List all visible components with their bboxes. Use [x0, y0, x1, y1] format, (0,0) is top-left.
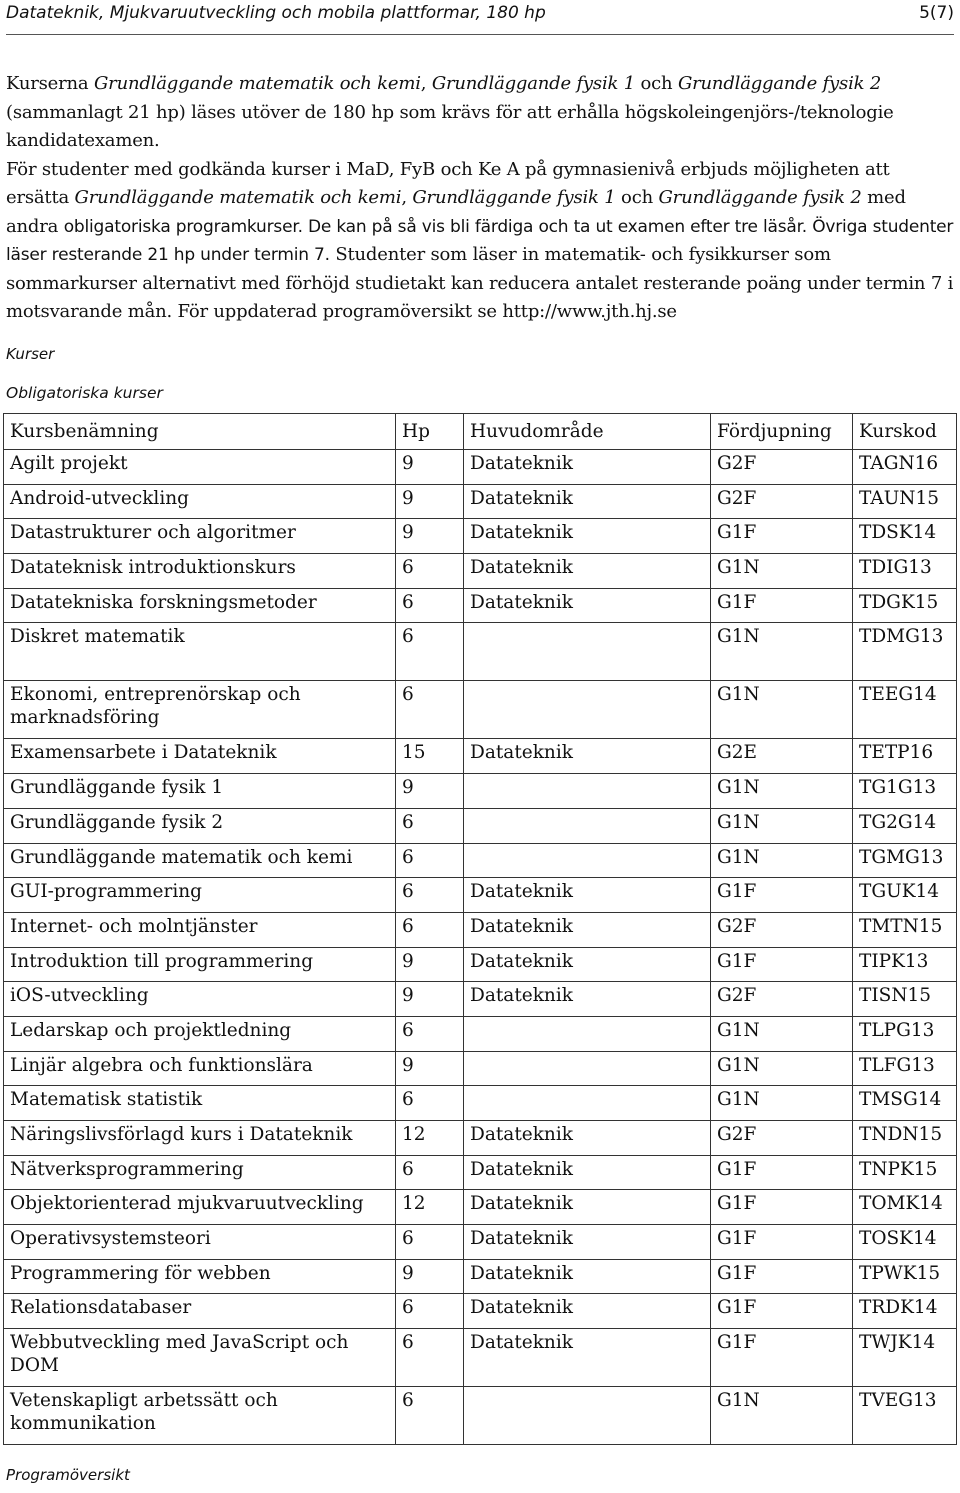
main-field-cell	[464, 1387, 711, 1445]
credits-cell: 9	[396, 1051, 464, 1086]
table-row	[4, 450, 957, 485]
course-name-cell: Grundläggande fysik 2	[4, 808, 396, 843]
credits-cell: 6	[396, 1329, 464, 1387]
main-field-cell	[464, 1016, 711, 1051]
column-header: Fördjupning	[711, 414, 853, 450]
section-label: Kurser	[6, 345, 55, 363]
course-code-cell: TGMG13	[853, 843, 957, 878]
credits-cell: 6	[396, 912, 464, 947]
credits-cell: 9	[396, 519, 464, 554]
table-row	[4, 1225, 957, 1260]
credits-cell: 6	[396, 808, 464, 843]
page-header	[6, 0, 954, 35]
course-code-cell: TMTN15	[853, 912, 957, 947]
course-code-cell: TAUN15	[853, 484, 957, 519]
table-row	[4, 681, 957, 739]
level-cell: G1F	[711, 1259, 853, 1294]
table-row	[4, 588, 957, 623]
course-name-cell: Datastrukturer och algoritmer	[4, 519, 396, 554]
level-cell: G1N	[711, 1051, 853, 1086]
course-name-cell: Internet- och molntjänster	[4, 912, 396, 947]
level-cell: G1N	[711, 774, 853, 809]
main-field-cell: Datateknik	[464, 1225, 711, 1260]
course-code-cell: TRDK14	[853, 1294, 957, 1329]
credits-cell: 6	[396, 588, 464, 623]
course-code-cell: TEEG14	[853, 681, 957, 739]
course-name-cell: Vetenskapligt arbetssätt och kommunikation	[4, 1387, 396, 1445]
column-header: Kurskod	[853, 414, 957, 450]
course-code-cell: TVEG13	[853, 1387, 957, 1445]
course-name-cell: Operativsystemsteori	[4, 1225, 396, 1260]
main-field-cell: Datateknik	[464, 1121, 711, 1156]
level-cell: G1F	[711, 1294, 853, 1329]
credits-cell: 9	[396, 1259, 464, 1294]
course-name-cell: Examensarbete i Datateknik	[4, 739, 396, 774]
table-header-row	[4, 414, 957, 450]
table-row	[4, 1294, 957, 1329]
main-field-cell	[464, 681, 711, 739]
credits-cell: 6	[396, 1387, 464, 1445]
main-field-cell: Datateknik	[464, 1294, 711, 1329]
credits-cell: 6	[396, 1086, 464, 1121]
credits-cell: 6	[396, 1016, 464, 1051]
course-name-cell: Ekonomi, entreprenörskap och marknadsföring	[4, 681, 396, 739]
level-cell: G1F	[711, 947, 853, 982]
course-code-cell: TGUK14	[853, 878, 957, 913]
course-code-cell: TETP16	[853, 739, 957, 774]
course-name-cell: Webbutveckling med JavaScript och DOM	[4, 1329, 396, 1387]
table-row	[4, 1086, 957, 1121]
credits-cell: 6	[396, 554, 464, 589]
course-code-cell: TG1G13	[853, 774, 957, 809]
level-cell: G1N	[711, 843, 853, 878]
course-name-cell: Android-utveckling	[4, 484, 396, 519]
main-field-cell: Datateknik	[464, 450, 711, 485]
table-row	[4, 1387, 957, 1445]
credits-cell: 15	[396, 739, 464, 774]
level-cell: G2F	[711, 1121, 853, 1156]
table-row	[4, 519, 957, 554]
course-code-cell: TPWK15	[853, 1259, 957, 1294]
course-name-cell: Nätverksprogrammering	[4, 1155, 396, 1190]
course-name-cell: iOS-utveckling	[4, 982, 396, 1017]
level-cell: G1N	[711, 1387, 853, 1445]
credits-cell: 9	[396, 774, 464, 809]
main-field-cell	[464, 774, 711, 809]
course-code-cell: TLFG13	[853, 1051, 957, 1086]
credits-cell: 6	[396, 843, 464, 878]
course-name-cell: Diskret matematik	[4, 623, 396, 681]
credits-cell: 6	[396, 1294, 464, 1329]
level-cell: G1N	[711, 808, 853, 843]
course-name-cell: Grundläggande fysik 1	[4, 774, 396, 809]
column-header: Hp	[396, 414, 464, 450]
table-row	[4, 1051, 957, 1086]
table-row	[4, 808, 957, 843]
main-field-cell	[464, 1051, 711, 1086]
credits-cell: 9	[396, 982, 464, 1017]
main-field-cell: Datateknik	[464, 484, 711, 519]
intro-paragraph-1: Kurserna Grundläggande matematik och kemi, Grundläggande fysik 1 och Grundläggande fysik 2 (sammanlagt 21 hp) läses utöver de 180 hp som krävs för att erhålla högskoleingenjörs-/teknologie kandidatexamen.	[6, 73, 894, 151]
course-code-cell: TIPK13	[853, 947, 957, 982]
level-cell: G1N	[711, 1016, 853, 1051]
main-field-cell	[464, 623, 711, 681]
credits-cell: 12	[396, 1121, 464, 1156]
credits-cell: 6	[396, 681, 464, 739]
course-name-cell: Datatekniska forskningsmetoder	[4, 588, 396, 623]
level-cell: G2F	[711, 484, 853, 519]
level-cell: G1F	[711, 1225, 853, 1260]
table-row	[4, 739, 957, 774]
table-row	[4, 1190, 957, 1225]
course-name-cell: GUI-programmering	[4, 878, 396, 913]
intro-text	[6, 70, 954, 327]
course-name-cell: Linjär algebra och funktionslära	[4, 1051, 396, 1086]
level-cell: G1F	[711, 1155, 853, 1190]
main-field-cell: Datateknik	[464, 947, 711, 982]
intro-paragraph-2: För studenter med godkända kurser i MaD, FyB och Ke A på gymnasienivå erbjuds möjligheten att ersätta Grundläggande matematik och kemi, Grundläggande fysik 1 och Grundläggande fysik 2 med andra obligatoriska programkurser. De kan på så vis bli färdiga och ta ut examen efter tre läsår. Övriga studenter läser resterande 21 hp under termin 7. Studenter som läser in matematik- och fysikkurser som sommarkurser alternativt med förhöjd studietakt kan reducera antalet resterande poäng under termin 7 i motsvarande mån. För uppdaterad programöversikt se http://www.jth.hj.se	[6, 158, 954, 322]
course-code-cell: TDIG13	[853, 554, 957, 589]
course-code-cell: TOMK14	[853, 1190, 957, 1225]
course-name-cell: Näringslivsförlagd kurs i Datateknik	[4, 1121, 396, 1156]
table-row	[4, 1329, 957, 1387]
table-row	[4, 878, 957, 913]
credits-cell: 6	[396, 1155, 464, 1190]
credits-cell: 9	[396, 450, 464, 485]
course-code-cell: TOSK14	[853, 1225, 957, 1260]
main-field-cell	[464, 808, 711, 843]
level-cell: G1N	[711, 554, 853, 589]
level-cell: G1F	[711, 1329, 853, 1387]
course-code-cell: TNPK15	[853, 1155, 957, 1190]
table-row	[4, 843, 957, 878]
level-cell: G1F	[711, 1190, 853, 1225]
course-code-cell: TWJK14	[853, 1329, 957, 1387]
main-field-cell	[464, 1086, 711, 1121]
level-cell: G1N	[711, 1086, 853, 1121]
column-header: Huvudområde	[464, 414, 711, 450]
course-code-cell: TDSK14	[853, 519, 957, 554]
main-field-cell: Datateknik	[464, 912, 711, 947]
credits-cell: 6	[396, 1225, 464, 1260]
main-field-cell: Datateknik	[464, 1190, 711, 1225]
course-name-cell: Programmering för webben	[4, 1259, 396, 1294]
level-cell: G2F	[711, 982, 853, 1017]
table-row	[4, 774, 957, 809]
table-row	[4, 554, 957, 589]
course-code-cell: TNDN15	[853, 1121, 957, 1156]
course-name-cell: Objektorienterad mjukvaruutveckling	[4, 1190, 396, 1225]
course-code-cell: TAGN16	[853, 450, 957, 485]
level-cell: G2F	[711, 450, 853, 485]
course-name-cell: Matematisk statistik	[4, 1086, 396, 1121]
main-field-cell: Datateknik	[464, 878, 711, 913]
main-field-cell: Datateknik	[464, 519, 711, 554]
level-cell: G1F	[711, 519, 853, 554]
footer-label: Programöversikt	[6, 1466, 130, 1484]
credits-cell: 9	[396, 484, 464, 519]
course-code-cell: TDGK15	[853, 588, 957, 623]
course-code-cell: TISN15	[853, 982, 957, 1017]
level-cell: G1F	[711, 878, 853, 913]
table-row	[4, 1259, 957, 1294]
level-cell: G2F	[711, 912, 853, 947]
credits-cell: 9	[396, 947, 464, 982]
level-cell: G1N	[711, 681, 853, 739]
courses-table	[3, 413, 957, 1445]
course-code-cell: TDMG13	[853, 623, 957, 681]
table-row	[4, 484, 957, 519]
course-name-cell: Agilt projekt	[4, 450, 396, 485]
course-code-cell: TLPG13	[853, 1016, 957, 1051]
level-cell: G1F	[711, 588, 853, 623]
table-row	[4, 912, 957, 947]
credits-cell: 12	[396, 1190, 464, 1225]
course-name-cell: Relationsdatabaser	[4, 1294, 396, 1329]
main-field-cell	[464, 843, 711, 878]
table-row	[4, 623, 957, 681]
main-field-cell: Datateknik	[464, 739, 711, 774]
main-field-cell: Datateknik	[464, 1155, 711, 1190]
credits-cell: 6	[396, 623, 464, 681]
course-name-cell: Datateknisk introduktionskurs	[4, 554, 396, 589]
main-field-cell: Datateknik	[464, 1329, 711, 1387]
level-cell: G1N	[711, 623, 853, 681]
main-field-cell: Datateknik	[464, 588, 711, 623]
table-row	[4, 982, 957, 1017]
course-name-cell: Grundläggande matematik och kemi	[4, 843, 396, 878]
table-row	[4, 1121, 957, 1156]
main-field-cell: Datateknik	[464, 554, 711, 589]
page-number: 5(7)	[919, 3, 954, 23]
subsection-label: Obligatoriska kurser	[6, 384, 163, 402]
course-name-cell: Introduktion till programmering	[4, 947, 396, 982]
course-name-cell: Ledarskap och projektledning	[4, 1016, 396, 1051]
table-row	[4, 947, 957, 982]
table-row	[4, 1016, 957, 1051]
table-row	[4, 1155, 957, 1190]
column-header: Kursbenämning	[4, 414, 396, 450]
credits-cell: 6	[396, 878, 464, 913]
main-field-cell: Datateknik	[464, 1259, 711, 1294]
main-field-cell: Datateknik	[464, 982, 711, 1017]
course-code-cell: TG2G14	[853, 808, 957, 843]
course-code-cell: TMSG14	[853, 1086, 957, 1121]
document-title: Datateknik, Mjukvaruutveckling och mobila plattformar, 180 hp	[6, 3, 546, 23]
level-cell: G2E	[711, 739, 853, 774]
